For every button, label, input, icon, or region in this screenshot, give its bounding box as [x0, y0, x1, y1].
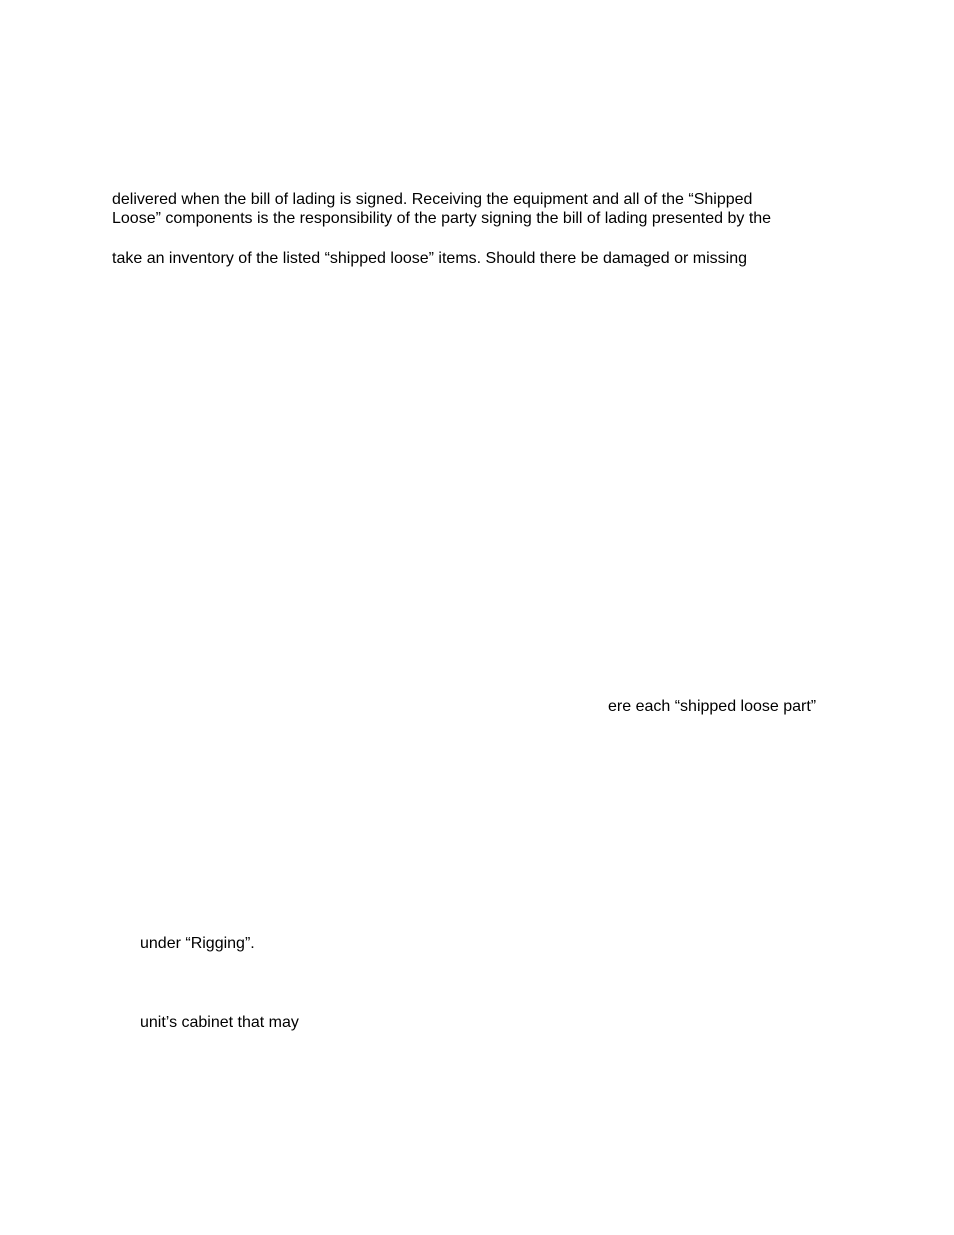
text-line: under “Rigging”. [140, 935, 255, 952]
text-line: take an inventory of the listed “shipped loose” items. Should there be damaged or missing [112, 250, 748, 267]
text-line: delivered when the bill of lading is signed. Receiving the equipment and all of the “Shipped [112, 191, 753, 208]
text-line: Loose” components is the responsibility of the party signing the bill of lading presented by the [112, 210, 772, 227]
text-line: unit’s cabinet that may [140, 1014, 299, 1031]
text-line: ere each “shipped loose part” [608, 698, 817, 715]
